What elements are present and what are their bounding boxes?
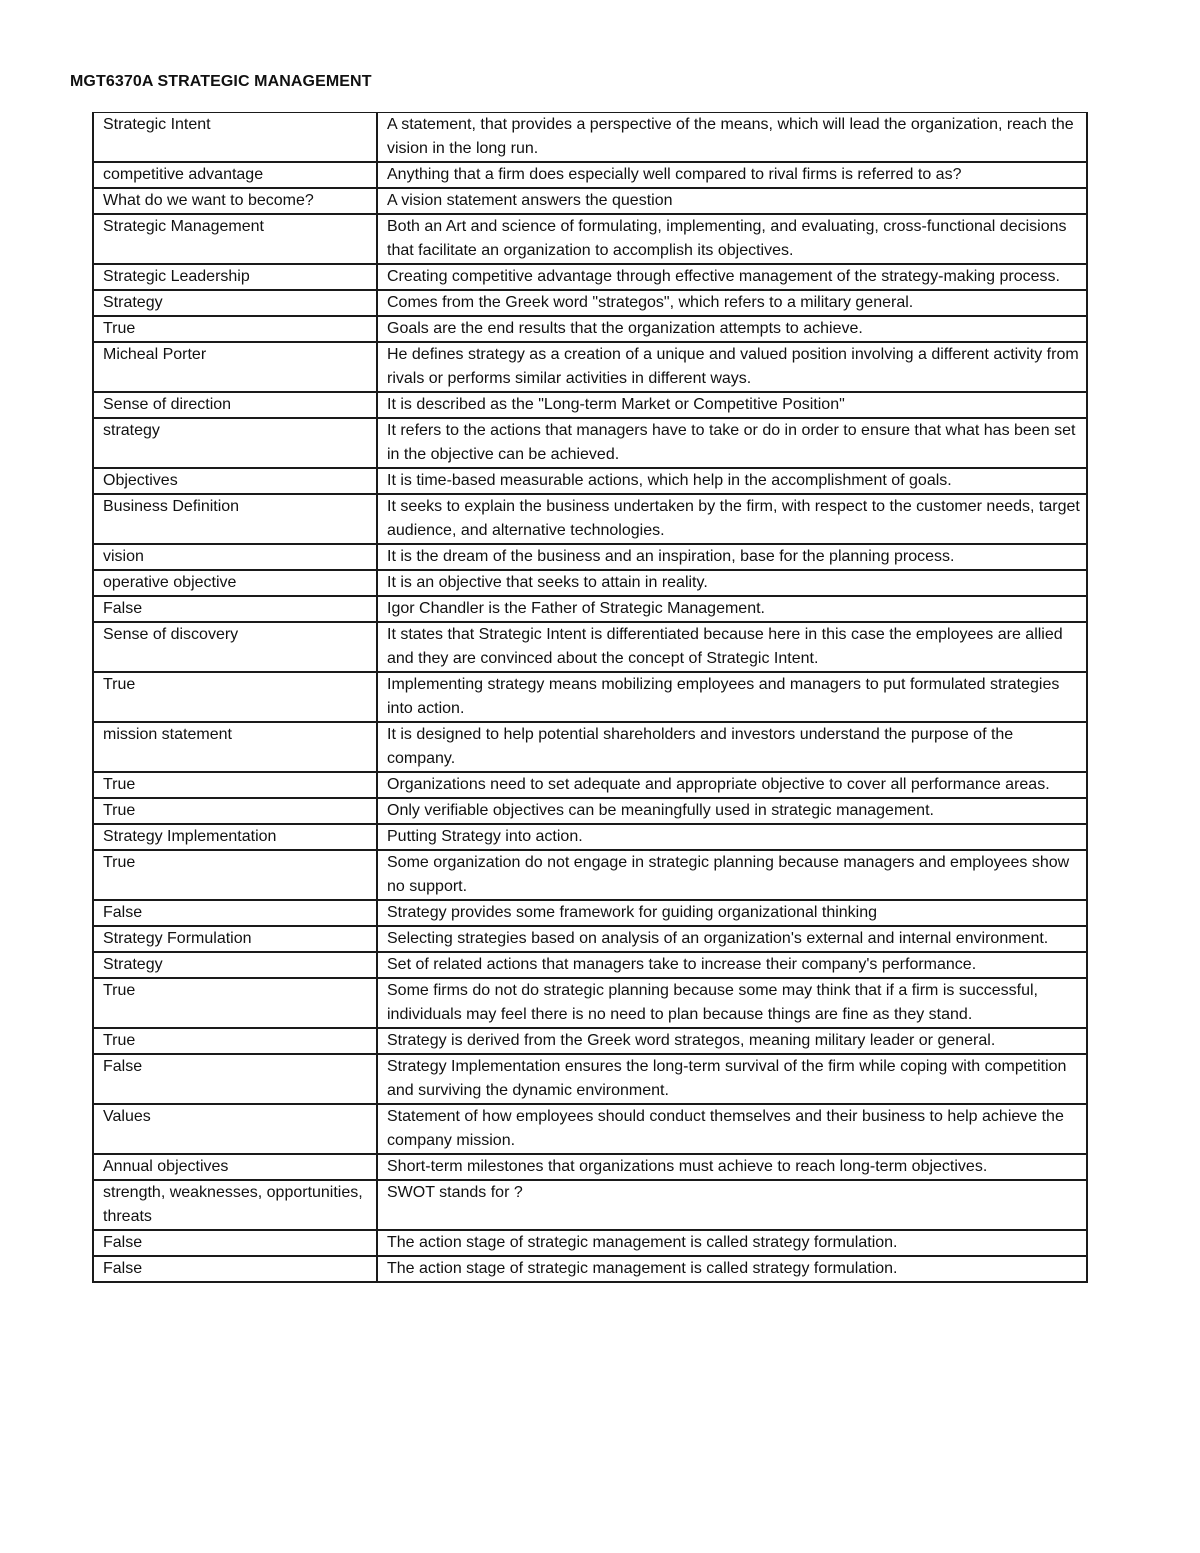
definition-cell: Short-term milestones that organizations must achieve to reach long-term objectives.: [377, 1154, 1087, 1180]
term-cell: Strategic Management: [93, 214, 377, 264]
table-row: [93, 188, 1087, 214]
definition-cell: Statement of how employees should conduct themselves and their business to help achieve the company mission.: [377, 1104, 1087, 1154]
term-cell: True: [93, 672, 377, 722]
definition-cell: It is the dream of the business and an inspiration, base for the planning process.: [377, 544, 1087, 570]
term-cell: False: [93, 596, 377, 622]
table-row: [93, 596, 1087, 622]
definition-cell: Only verifiable objectives can be meaningfully used in strategic management.: [377, 798, 1087, 824]
term-cell: strength, weaknesses, opportunities, threats: [93, 1180, 377, 1230]
term-cell: Business Definition: [93, 494, 377, 544]
definition-cell: It is an objective that seeks to attain in reality.: [377, 570, 1087, 596]
definition-cell: Implementing strategy means mobilizing employees and managers to put formulated strategies into action.: [377, 672, 1087, 722]
table-row: [93, 722, 1087, 772]
definition-cell: The action stage of strategic management is called strategy formulation.: [377, 1230, 1087, 1256]
definition-cell: Strategy Implementation ensures the long-term survival of the firm while coping with competition and surviving the dynamic environment.: [377, 1054, 1087, 1104]
table-row: [93, 1028, 1087, 1054]
term-cell: Annual objectives: [93, 1154, 377, 1180]
definition-cell: A statement, that provides a perspective of the means, which will lead the organization, reach the vision in the long run.: [377, 113, 1087, 163]
table-body: [93, 113, 1087, 1283]
definition-cell: It is time-based measurable actions, which help in the accomplishment of goals.: [377, 468, 1087, 494]
table-row: [93, 392, 1087, 418]
definition-cell: It refers to the actions that managers have to take or do in order to ensure that what has been set in the objective can be achieved.: [377, 418, 1087, 468]
definition-cell: Selecting strategies based on analysis of an organization's external and internal environment.: [377, 926, 1087, 952]
definition-cell: Organizations need to set adequate and appropriate objective to cover all performance areas.: [377, 772, 1087, 798]
definition-cell: Some organization do not engage in strategic planning because managers and employees show no support.: [377, 850, 1087, 900]
table-row: [93, 214, 1087, 264]
term-cell: Strategy Implementation: [93, 824, 377, 850]
term-cell: competitive advantage: [93, 162, 377, 188]
definition-cell: It states that Strategic Intent is differentiated because here in this case the employees are allied and they are convinced about the concept of Strategic Intent.: [377, 622, 1087, 672]
term-cell: strategy: [93, 418, 377, 468]
definition-cell: Igor Chandler is the Father of Strategic Management.: [377, 596, 1087, 622]
table-row: [93, 1154, 1087, 1180]
definition-cell: It seeks to explain the business undertaken by the firm, with respect to the customer needs, target audience, and alternative technologies.: [377, 494, 1087, 544]
table-row: [93, 342, 1087, 392]
term-cell: Strategic Intent: [93, 113, 377, 163]
term-cell: vision: [93, 544, 377, 570]
term-cell: Strategic Leadership: [93, 264, 377, 290]
definition-cell: The action stage of strategic management is called strategy formulation.: [377, 1256, 1087, 1282]
definition-cell: Putting Strategy into action.: [377, 824, 1087, 850]
term-cell: True: [93, 1028, 377, 1054]
table-row: [93, 162, 1087, 188]
table-row: [93, 850, 1087, 900]
definition-cell: He defines strategy as a creation of a unique and valued position involving a different activity from rivals or performs similar activities in different ways.: [377, 342, 1087, 392]
table-row: [93, 113, 1087, 163]
term-cell: Objectives: [93, 468, 377, 494]
term-cell: False: [93, 900, 377, 926]
term-cell: Sense of direction: [93, 392, 377, 418]
table-row: [93, 570, 1087, 596]
document-title: MGT6370A STRATEGIC MANAGEMENT: [70, 73, 372, 90]
table-row: [93, 798, 1087, 824]
definition-cell: Strategy provides some framework for guiding organizational thinking: [377, 900, 1087, 926]
table-row: [93, 544, 1087, 570]
table-row: [93, 622, 1087, 672]
table-row: [93, 1256, 1087, 1282]
definition-cell: SWOT stands for ?: [377, 1180, 1087, 1230]
term-cell: True: [93, 798, 377, 824]
term-cell: True: [93, 850, 377, 900]
term-definition-table: [92, 112, 1088, 1283]
term-cell: mission statement: [93, 722, 377, 772]
table-row: [93, 290, 1087, 316]
table-row: [93, 1230, 1087, 1256]
definition-cell: Some firms do not do strategic planning because some may think that if a firm is successful, individuals may feel there is no need to plan because things are fine as they stand.: [377, 978, 1087, 1028]
term-cell: Strategy: [93, 290, 377, 316]
table-row: [93, 1180, 1087, 1230]
definition-cell: Comes from the Greek word "strategos", which refers to a military general.: [377, 290, 1087, 316]
table-row: [93, 468, 1087, 494]
definition-cell: It is designed to help potential shareholders and investors understand the purpose of the company.: [377, 722, 1087, 772]
term-cell: Sense of discovery: [93, 622, 377, 672]
term-cell: Strategy: [93, 952, 377, 978]
term-cell: True: [93, 772, 377, 798]
table-row: [93, 316, 1087, 342]
table-row: [93, 900, 1087, 926]
table-row: [93, 772, 1087, 798]
table-row: [93, 264, 1087, 290]
term-cell: Values: [93, 1104, 377, 1154]
term-cell: Strategy Formulation: [93, 926, 377, 952]
table-row: [93, 1104, 1087, 1154]
table-row: [93, 1054, 1087, 1104]
definition-cell: It is described as the "Long-term Market or Competitive Position": [377, 392, 1087, 418]
definition-cell: Creating competitive advantage through effective management of the strategy-making process.: [377, 264, 1087, 290]
table-row: [93, 926, 1087, 952]
table-row: [93, 494, 1087, 544]
term-cell: True: [93, 316, 377, 342]
table-row: [93, 418, 1087, 468]
table-row: [93, 978, 1087, 1028]
term-cell: False: [93, 1256, 377, 1282]
table-row: [93, 824, 1087, 850]
definition-cell: A vision statement answers the question: [377, 188, 1087, 214]
table-row: [93, 672, 1087, 722]
table-row: [93, 952, 1087, 978]
term-cell: operative objective: [93, 570, 377, 596]
term-cell: True: [93, 978, 377, 1028]
term-cell: Micheal Porter: [93, 342, 377, 392]
definition-cell: Anything that a firm does especially well compared to rival firms is referred to as?: [377, 162, 1087, 188]
term-cell: False: [93, 1054, 377, 1104]
definition-cell: Set of related actions that managers take to increase their company's performance.: [377, 952, 1087, 978]
term-cell: False: [93, 1230, 377, 1256]
term-cell: What do we want to become?: [93, 188, 377, 214]
definition-cell: Both an Art and science of formulating, implementing, and evaluating, cross-functional decisions that facilitate an organization to accomplish its objectives.: [377, 214, 1087, 264]
definition-cell: Strategy is derived from the Greek word strategos, meaning military leader or general.: [377, 1028, 1087, 1054]
definition-cell: Goals are the end results that the organization attempts to achieve.: [377, 316, 1087, 342]
